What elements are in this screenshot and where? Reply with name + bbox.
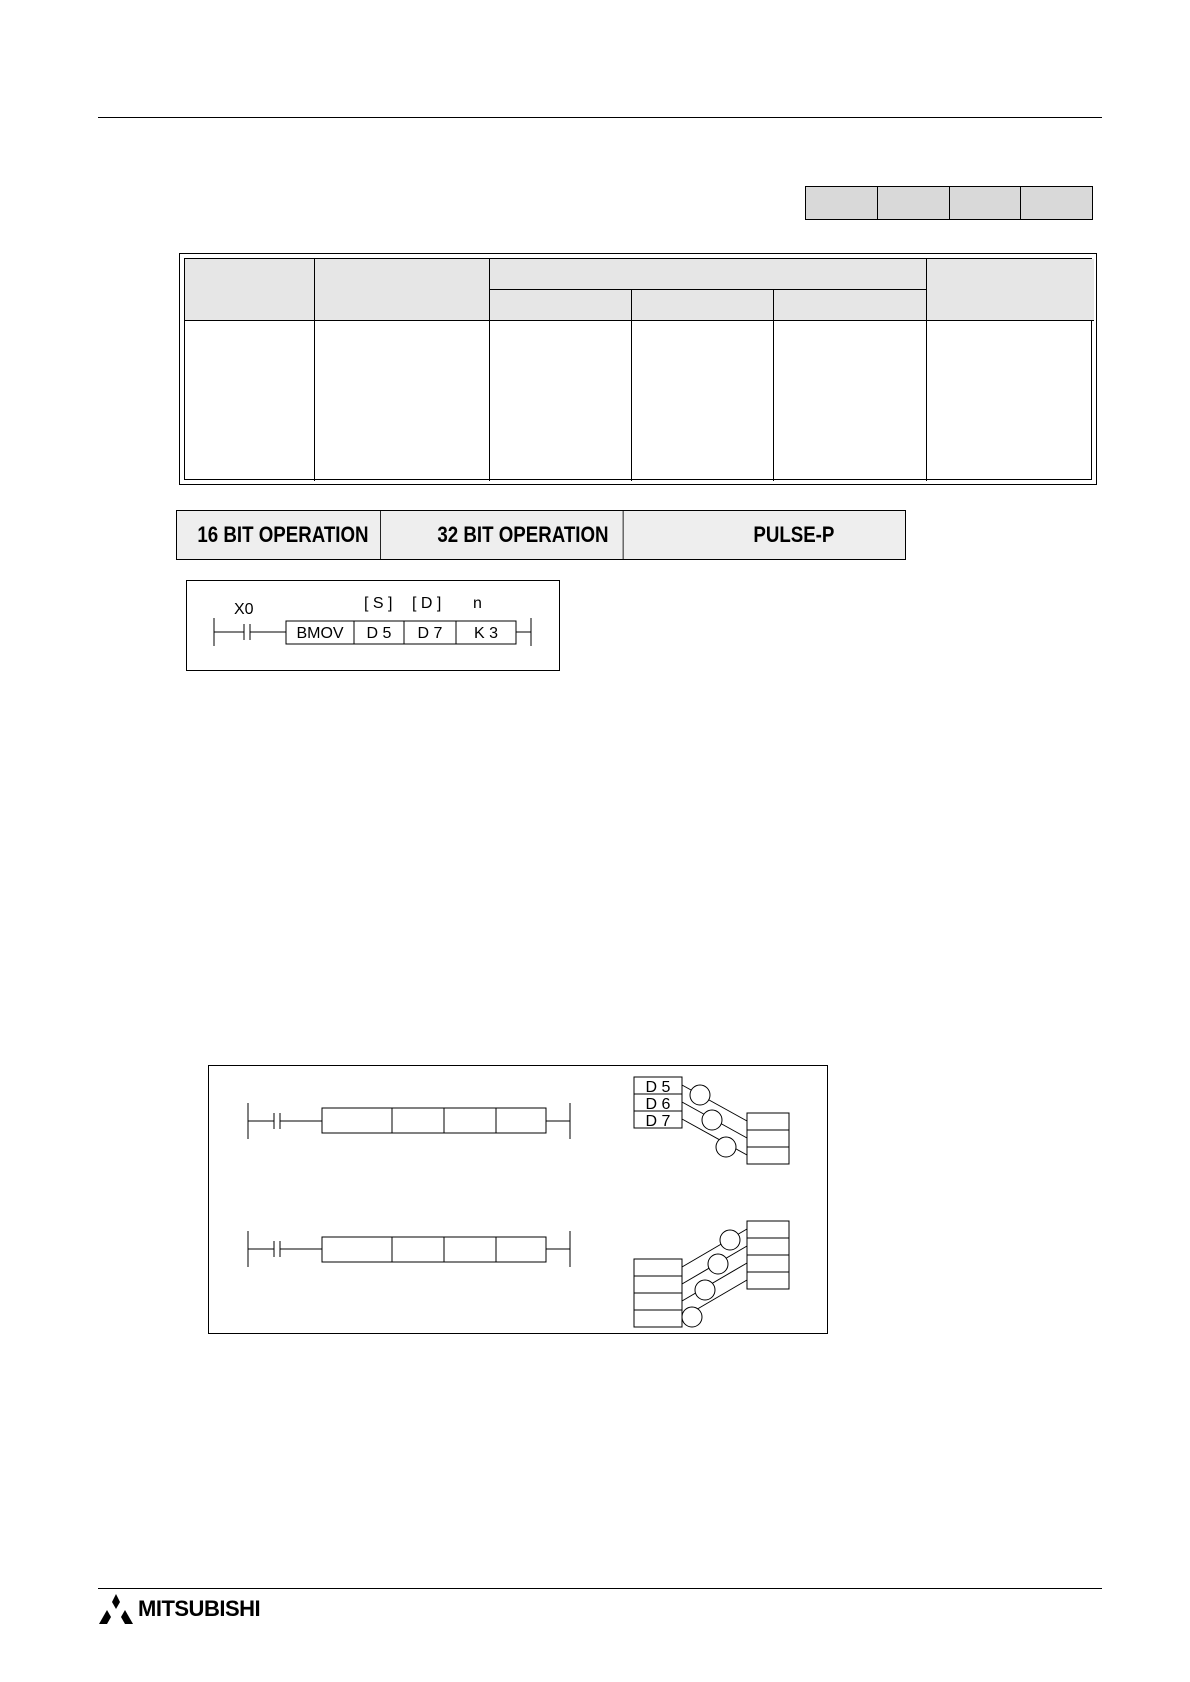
header-rule	[98, 117, 1102, 118]
table-header-divider	[185, 320, 1094, 321]
applicability-boxes	[805, 186, 1093, 220]
instruction-name: BMOV	[296, 625, 344, 642]
ladder-rung-upper	[248, 1103, 570, 1139]
transfer-figure-lower	[634, 1221, 789, 1327]
three-diamonds-icon	[98, 1594, 134, 1624]
diagram-frame	[209, 1066, 828, 1334]
op-16bit-label: 16 BIT OPERATION	[177, 511, 381, 559]
mitsubishi-logo	[98, 1594, 260, 1624]
applicability-box	[806, 187, 878, 219]
table-column-divider	[314, 259, 315, 481]
op-pulse-label: PULSE-P	[753, 522, 835, 547]
brand-name: MITSUBISHI	[138, 1596, 261, 1621]
d-value: D 7	[417, 625, 443, 642]
operand-s-label: [ S ]	[364, 595, 393, 612]
op-32bit-label: 32 BIT OPERATION	[417, 511, 624, 559]
operand-n-label: n	[473, 595, 482, 612]
operation-bar	[176, 510, 906, 560]
ladder-rung-lower	[248, 1231, 570, 1267]
applicability-box	[950, 187, 1022, 219]
operand-table	[179, 253, 1097, 485]
table-column-divider	[489, 259, 490, 481]
block-move-diagram	[208, 1065, 828, 1335]
transfer-figure-upper	[634, 1077, 789, 1164]
applicability-box	[878, 187, 950, 219]
table-subheader-divider	[489, 289, 926, 290]
footer-rule	[98, 1588, 1102, 1589]
s-value: D 5	[366, 625, 392, 642]
src-reg-d5: D 5	[645, 1079, 671, 1096]
src-reg-d6: D 6	[645, 1096, 671, 1113]
applicability-box	[1021, 187, 1092, 219]
ladder-example	[186, 580, 560, 672]
contact-label: X0	[234, 601, 254, 618]
src-reg-d7: D 7	[645, 1113, 671, 1130]
table-column-divider	[773, 289, 774, 481]
table-column-divider	[926, 259, 927, 481]
operand-table-inner	[184, 258, 1092, 480]
table-column-divider	[631, 289, 632, 481]
operand-d-label: [ D ]	[412, 595, 442, 612]
n-value: K 3	[473, 625, 499, 642]
